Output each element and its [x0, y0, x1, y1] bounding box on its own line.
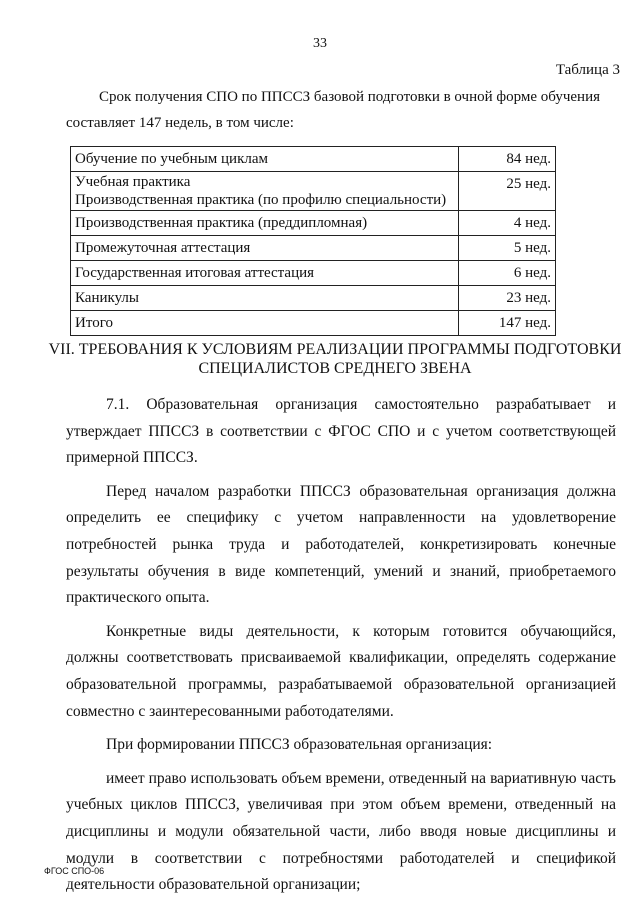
table-row: [71, 211, 556, 236]
paragraph-formation: При формировании ППССЗ образовательная организация:: [106, 736, 493, 754]
row-label: Каникулы: [71, 286, 459, 311]
row-label: [71, 172, 459, 211]
paragraph-7-1: 7.1. Образовательная организация самостоятельно разрабатывает и утверждает ППССЗ в соответствии с ФГОС СПО и с учетом соответствующей примерной ППССЗ.: [66, 396, 616, 467]
table-row: [71, 236, 556, 261]
row-label: Обучение по учебным циклам: [71, 147, 459, 172]
row-value: 147 нед.: [459, 311, 556, 336]
row-label: Производственная практика (преддипломная): [71, 211, 459, 236]
row-value: 6 нед.: [459, 261, 556, 286]
table-row: [71, 286, 556, 311]
row-value: 25 нед.: [459, 172, 556, 211]
row-label-practice: Учебная практика: [75, 174, 191, 190]
table-row: [71, 147, 556, 172]
body-text: [66, 392, 616, 899]
section-heading: [40, 340, 630, 378]
footer-code: ФГОС СПО-06: [44, 866, 105, 876]
section-heading-line-1: VII. ТРЕБОВАНИЯ К УСЛОВИЯМ РЕАЛИЗАЦИИ ПРОГРАММЫ ПОДГОТОВКИ: [48, 341, 622, 358]
row-value: 4 нед.: [459, 211, 556, 236]
paragraph-activities: Конкретные виды деятельности, к которым готовится обучающийся, должны соответствовать присваиваемой квалификации, определять содержание образовательной программы, разрабатываемой образовательной организацией совместно с заинтересованными работодателями.: [66, 622, 616, 720]
page-number: 33: [313, 36, 327, 51]
row-label: Промежуточная аттестация: [71, 236, 459, 261]
table-row: [71, 261, 556, 286]
row-value: 23 нед.: [459, 286, 556, 311]
row-label-production-practice: Производственная практика (по профилю специальности): [75, 192, 447, 208]
intro-line-1: Срок получения СПО по ППССЗ базовой подготовки в очной форме обучения: [99, 89, 600, 105]
row-label: Итого: [71, 311, 459, 336]
intro-line-2: составляет 147 недель, в том числе:: [66, 115, 294, 131]
table-row: [71, 172, 556, 211]
table-caption: Таблица 3: [555, 62, 620, 78]
section-heading-line-2: СПЕЦИАЛИСТОВ СРЕДНЕГО ЗВЕНА: [198, 360, 472, 377]
paragraph-right-to-use: имеет право использовать объем времени, отведенный на вариативную часть учебных циклов ППССЗ, увеличивая при этом объем времени, отведенный на дисциплины и модули обязательной части, либо вводя новые дисциплины и модули в соответствии с потребностями работодателей и спецификой деятельности образовательной организации;: [66, 769, 616, 894]
row-value: 84 нед.: [459, 147, 556, 172]
intro-text: [66, 84, 616, 136]
study-terms-table: [70, 146, 556, 336]
row-value: 5 нед.: [459, 236, 556, 261]
row-label: Государственная итоговая аттестация: [71, 261, 459, 286]
paragraph-specifics: Перед началом разработки ППССЗ образовательная организация должна определить ее специфику с учетом направленности на удовлетворение потребностей рынка труда и работодателей, конкретизировать конечные результаты обучения в виде компетенций, умений и знаний, приобретаемого практического опыта.: [66, 482, 616, 607]
table-row: [71, 311, 556, 336]
